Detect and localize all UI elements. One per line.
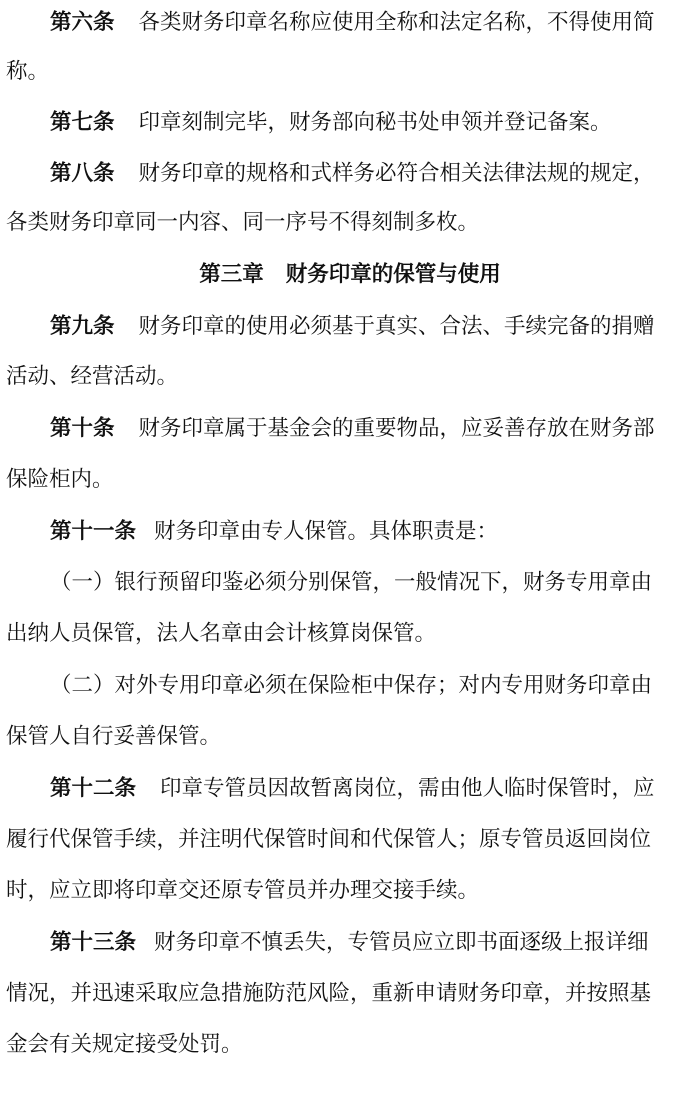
article-7-line-1 xyxy=(50,108,694,138)
article-text: 保险柜内。 xyxy=(6,467,114,492)
article-text: 财务印章由专人保管。具体职责是： xyxy=(154,519,499,544)
article-label: 第十二条 xyxy=(50,776,137,801)
article-text: 称。 xyxy=(6,59,50,84)
article-13-line-1 xyxy=(50,928,694,958)
article-text: 财务印章属于基金会的重要物品，应妥善存放在财务部 xyxy=(138,416,655,441)
article-12-line-3 xyxy=(6,876,694,906)
article-label: 第七条 xyxy=(50,110,115,135)
item-2-line-2 xyxy=(6,722,694,752)
article-13-line-3 xyxy=(6,1030,694,1060)
article-11-line-1 xyxy=(50,517,694,547)
item-text: 保管人自行妥善保管。 xyxy=(6,724,222,749)
item-1-line-2 xyxy=(6,619,694,649)
article-text: 印章专管员因故暂离岗位，需由他人临时保管时，应 xyxy=(160,776,655,801)
chapter-title: 财务印章的保管与使用 xyxy=(285,262,501,287)
article-text: 财务印章的使用必须基于真实、合法、手续完备的捐赠 xyxy=(138,314,655,339)
article-text: 财务印章的规格和式样务必符合相关法律法规的规定， xyxy=(138,161,655,186)
item-2-line-1 xyxy=(50,671,694,701)
item-text: （一）银行预留印鉴必须分别保管，一般情况下，财务专用章由 xyxy=(50,570,653,595)
chapter-number: 第三章 xyxy=(199,262,264,287)
article-text: 财务印章不慎丢失，专管员应立即书面逐级上报详细 xyxy=(154,930,649,955)
item-text: 出纳人员保管，法人名章由会计核算岗保管。 xyxy=(6,621,437,646)
article-12-line-1 xyxy=(50,774,694,804)
article-label: 第六条 xyxy=(50,10,115,35)
article-text: 情况，并迅速采取应急措施防范风险，重新申请财务印章，并按照基 xyxy=(6,981,652,1006)
item-1-line-1 xyxy=(50,568,694,598)
article-label: 第九条 xyxy=(50,314,115,339)
article-8-line-2 xyxy=(6,208,694,238)
article-label: 第十条 xyxy=(50,416,115,441)
article-text: 印章刻制完毕，财务部向秘书处申领并登记备案。 xyxy=(138,110,612,135)
article-text: 履行代保管手续，并注明代保管时间和代保管人；原专管员返回岗位 xyxy=(6,827,652,852)
article-text: 活动、经营活动。 xyxy=(6,364,179,389)
article-label: 第十三条 xyxy=(50,930,137,955)
article-label: 第十一条 xyxy=(50,519,137,544)
chapter-heading xyxy=(0,260,700,290)
article-12-line-2 xyxy=(6,825,694,855)
article-text: 各类财务印章同一内容、同一序号不得刻制多枚。 xyxy=(6,210,480,235)
article-text: 各类财务印章名称应使用全称和法定名称，不得使用简 xyxy=(138,10,655,35)
article-13-line-2 xyxy=(6,979,694,1009)
article-8-line-1 xyxy=(50,159,694,189)
item-text: （二）对外专用印章必须在保险柜中保存；对内专用财务印章由 xyxy=(50,673,653,698)
article-text: 金会有关规定接受处罚。 xyxy=(6,1032,243,1057)
article-10-line-2 xyxy=(6,465,694,495)
article-text: 时，应立即将印章交还原专管员并办理交接手续。 xyxy=(6,878,480,903)
article-6-line-1 xyxy=(50,8,694,38)
article-10-line-1 xyxy=(50,414,694,444)
article-label: 第八条 xyxy=(50,161,115,186)
article-9-line-1 xyxy=(50,312,694,342)
article-9-line-2 xyxy=(6,362,694,392)
article-6-line-2 xyxy=(6,57,694,87)
